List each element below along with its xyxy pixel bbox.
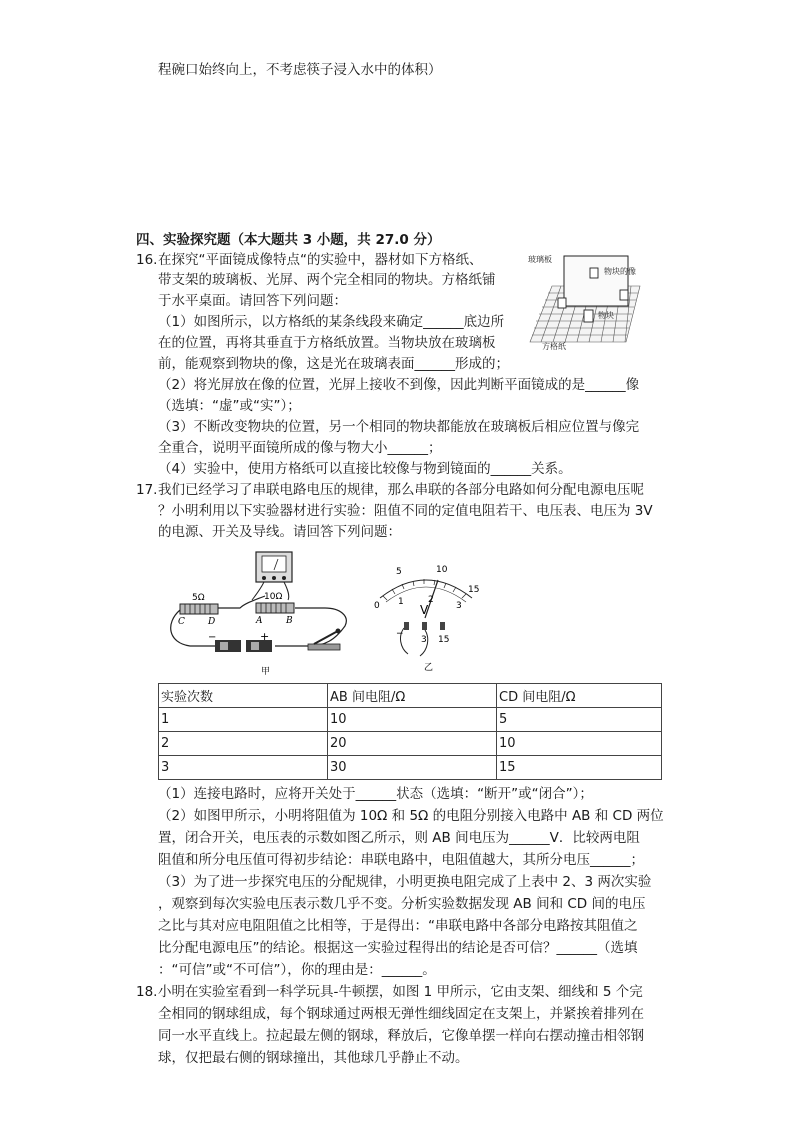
q18-line-2: 全相同的钢球组成，每个钢球通过两根无弹性细线固定在支架上，并紧挨着排列在 xyxy=(158,1006,644,1022)
dial-top-5: 5 xyxy=(396,567,402,577)
label-10ohm: 10Ω xyxy=(264,592,283,602)
table-cell: 15 xyxy=(497,756,662,780)
voltmeter-dial-figure xyxy=(368,556,486,676)
q17-after-5: （3）为了进一步探究电压的分配规律，小明更换电阻完成了上表中 2、3 两次实验 xyxy=(158,874,652,890)
dial-bottom-1: 1 xyxy=(398,597,404,607)
intro-line: 程碗口始终向上，不考虑筷子浸入水中的体积） xyxy=(158,62,442,78)
q16-line-1: 在探究“平面镜成像特点“的实验中，器材如下方格纸、 xyxy=(158,252,483,268)
q16-line-8: （选填：“虚”或“实”）； xyxy=(158,398,301,414)
question-18-number: 18. xyxy=(136,984,158,1000)
q16-line-5: 在的位置，再将其垂直于方格纸放置。当物块放在玻璃板 xyxy=(158,335,496,351)
q18-line-3: 同一水平直线上。拉起最左侧的钢球，释放后，它像单摆一样向右摆动撞击相邻钢 xyxy=(158,1028,644,1044)
caption-b: 乙 xyxy=(424,663,434,673)
label-c: C xyxy=(178,617,185,627)
circuit-figure-a xyxy=(160,548,360,678)
q17-after-8: 比分配电源电压”的结论。根据这一实验过程得出的结论是否可信？______（选填 xyxy=(158,940,638,956)
table-cell: 5 xyxy=(497,708,662,732)
resistor-10ohm xyxy=(256,603,294,613)
question-16-number: 16. xyxy=(136,252,158,268)
resistance-table xyxy=(158,683,662,780)
label-minus: − xyxy=(208,632,217,643)
table-header-cell: CD 间电阻/Ω xyxy=(497,684,662,708)
q17-line-3: 的电源、开关及导线。请回答下列问题： xyxy=(158,524,401,540)
label-d: D xyxy=(208,617,216,627)
switch xyxy=(308,629,341,651)
q18-line-1: 小明在实验室看到一科学玩具-牛顿摆，如图 1 甲所示，它由支架、细线和 5 个完 xyxy=(158,984,643,1000)
table-row xyxy=(159,732,662,756)
dial-top-15: 15 xyxy=(468,585,480,595)
figure-label-paper: 方格纸 xyxy=(542,342,566,350)
q17-line-2: ？小明利用以下实验器材进行实验：阻值不同的定值电阻若干、电压表、电压为 3V xyxy=(158,503,653,519)
terminal-minus: − xyxy=(396,629,404,639)
dial-bottom-3: 3 xyxy=(456,601,462,611)
table-cell: 2 xyxy=(159,732,328,756)
table-cell: 10 xyxy=(497,732,662,756)
q16-line-10: 全重合，说明平面镜所成的像与物大小______； xyxy=(158,440,442,456)
dial-bottom-0: 0 xyxy=(374,601,380,611)
table-row xyxy=(159,708,662,732)
glass-plate xyxy=(564,256,628,306)
dial-bottom-2: 2 xyxy=(428,595,434,605)
q17-line-1: 我们已经学习了串联电路电压的规律，那么串联的各部分电路如何分配电源电压呢 xyxy=(158,482,644,498)
table-cell: 3 xyxy=(159,756,328,780)
q16-line-9: （3）不断改变物块的位置，另一个相同的物块都能放在玻璃板后相应位置与像完 xyxy=(158,419,640,435)
label-a: A xyxy=(256,616,263,626)
q17-after-9: ：“可信”或“不可信”），你的理由是：______。 xyxy=(158,962,436,978)
figure-label-image: 物块的像 xyxy=(604,267,636,276)
label-5ohm: 5Ω xyxy=(192,593,205,603)
table-header-cell: 实验次数 xyxy=(159,684,328,708)
table-cell: 20 xyxy=(328,732,497,756)
dial-arc xyxy=(380,580,472,598)
resistor-5ohm xyxy=(180,604,218,614)
mirror-experiment-figure xyxy=(528,246,646,350)
dial-terminals xyxy=(404,622,445,630)
table-cell: 30 xyxy=(328,756,497,780)
dial-v-symbol: V xyxy=(420,603,429,617)
section-title: 四、实验探究题（本大题共 3 小题，共 27.0 分） xyxy=(136,232,441,248)
q18-line-4: 球，仅把最右侧的钢球撞出，其他球几乎静止不动。 xyxy=(158,1050,469,1066)
q17-after-3: 置，闭合开关，电压表的示数如图乙所示，则 AB 间电压为______V．比较两电阻 xyxy=(158,830,640,846)
table-cell: 10 xyxy=(328,708,497,732)
q16-line-7: （2）将光屏放在像的位置，光屏上接收不到像，因此判断平面镜成的是______像 xyxy=(158,377,640,393)
table-row xyxy=(159,756,662,780)
q17-after-4: 阻值和所分电压值可得初步结论：串联电路中，电阻值越大，其所分电压______； xyxy=(158,852,644,868)
caption-a: 甲 xyxy=(261,667,271,677)
q16-line-6: 前，能观察到物块的像，这是光在玻璃表面______形成的； xyxy=(158,356,509,372)
voltmeter xyxy=(256,552,292,582)
table-header-row xyxy=(159,684,662,708)
q16-line-3: 于水平桌面。请回答下列问题： xyxy=(158,293,347,309)
q17-after-6: ，观察到每次实验电压表示数几乎不变。分析实验数据发现 AB 间和 CD 间的电压 xyxy=(158,896,646,912)
label-b: B xyxy=(286,616,293,626)
table-header-cell: AB 间电阻/Ω xyxy=(328,684,497,708)
table-cell: 1 xyxy=(159,708,328,732)
dial-ticks xyxy=(383,579,466,600)
terminal-15: 15 xyxy=(438,635,450,645)
q17-after-1: （1）连接电路时，应将开关处于______状态（选填：“断开”或“闭合”）； xyxy=(158,786,593,802)
dial-top-10: 10 xyxy=(436,565,448,575)
wire-right xyxy=(275,608,346,646)
terminal-3: 3 xyxy=(421,635,427,645)
label-plus: + xyxy=(260,630,270,643)
q16-line-4: （1）如图所示，以方格纸的某条线段来确定______底边所 xyxy=(158,314,505,330)
figure-label-glass: 玻璃板 xyxy=(528,255,552,264)
q17-after-7: 之比与其对应电阻阻值之比相等，于是得出：“串联电路中各部分电路按其阻值之 xyxy=(158,918,638,934)
question-17-number: 17. xyxy=(136,482,158,498)
q17-after-2: （2）如图甲所示，小明将阻值为 10Ω 和 5Ω 的电阻分别接入电路中 AB 和 CD 两位 xyxy=(158,808,664,824)
q16-line-2: 带支架的玻璃板、光屏、两个完全相同的物块。方格纸铺 xyxy=(158,272,496,288)
q16-line-11: （4）实验中，使用方格纸可以直接比较像与物到镜面的______关系。 xyxy=(158,461,572,477)
figure-label-block: 物块 xyxy=(598,311,614,320)
